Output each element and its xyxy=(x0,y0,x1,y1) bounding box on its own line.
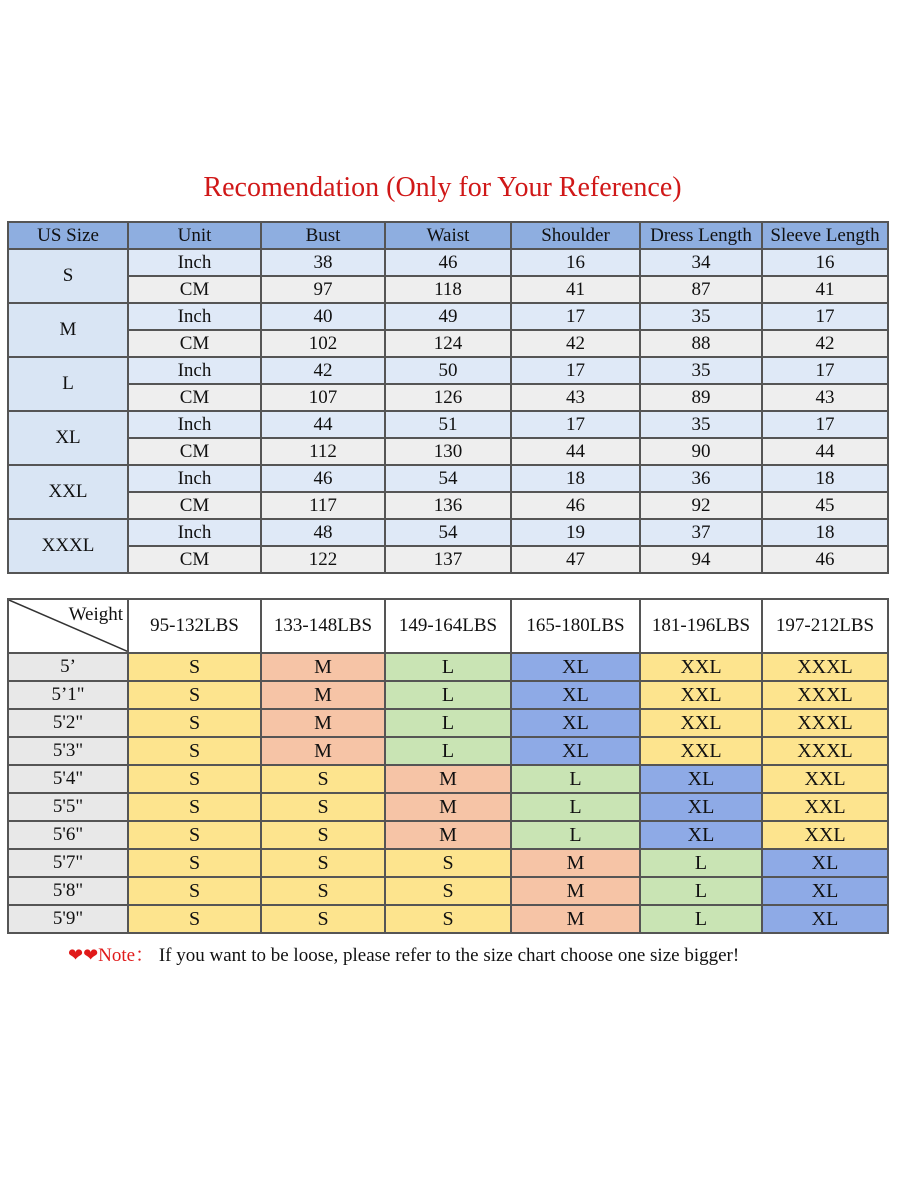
recommended-size-cell: S xyxy=(128,905,261,933)
unit-label: CM xyxy=(128,492,261,519)
measurement-cell: 107 xyxy=(261,384,385,411)
height-label: 5'7" xyxy=(8,849,128,877)
measurement-cell: 35 xyxy=(640,411,762,438)
unit-label: Inch xyxy=(128,303,261,330)
size-chart-row xyxy=(8,519,888,546)
size-chart-row xyxy=(8,276,888,303)
measurement-cell: 124 xyxy=(385,330,511,357)
height-label: 5’ xyxy=(8,653,128,681)
size-chart-row xyxy=(8,492,888,519)
unit-label: Inch xyxy=(128,465,261,492)
recommendation-row xyxy=(8,821,888,849)
measurement-cell: 45 xyxy=(762,492,888,519)
recommendation-row xyxy=(8,849,888,877)
recommendation-row xyxy=(8,905,888,933)
measurement-cell: 89 xyxy=(640,384,762,411)
weight-range-header: 95-132LBS xyxy=(128,599,261,653)
size-label: L xyxy=(8,357,128,411)
recommended-size-cell: L xyxy=(640,877,762,905)
recommended-size-cell: S xyxy=(128,849,261,877)
measurement-cell: 18 xyxy=(511,465,640,492)
recommended-size-cell: S xyxy=(128,653,261,681)
size-chart-row xyxy=(8,438,888,465)
size-recommendation-table xyxy=(7,598,889,934)
sizing-note xyxy=(68,941,888,970)
measurement-cell: 112 xyxy=(261,438,385,465)
recommended-size-cell: S xyxy=(261,793,385,821)
size-chart-row xyxy=(8,411,888,438)
size-chart-header: Dress Length xyxy=(640,222,762,249)
recommended-size-cell: XL xyxy=(511,653,640,681)
recommendation-row xyxy=(8,737,888,765)
measurement-cell: 48 xyxy=(261,519,385,546)
recommended-size-cell: S xyxy=(128,765,261,793)
measurement-cell: 18 xyxy=(762,465,888,492)
weight-range-header: 149-164LBS xyxy=(385,599,511,653)
recommended-size-cell: S xyxy=(128,737,261,765)
recommendation-row xyxy=(8,709,888,737)
recommended-size-cell: M xyxy=(385,765,511,793)
measurement-cell: 51 xyxy=(385,411,511,438)
recommended-size-cell: S xyxy=(261,849,385,877)
measurement-cell: 17 xyxy=(762,411,888,438)
measurement-cell: 118 xyxy=(385,276,511,303)
recommended-size-cell: XXL xyxy=(762,793,888,821)
size-chart-header: Bust xyxy=(261,222,385,249)
size-chart-row xyxy=(8,303,888,330)
size-chart-header: Sleeve Length xyxy=(762,222,888,249)
size-chart-row xyxy=(8,330,888,357)
unit-label: CM xyxy=(128,384,261,411)
recommended-size-cell: XL xyxy=(762,849,888,877)
recommended-size-cell: L xyxy=(511,765,640,793)
size-chart-row xyxy=(8,384,888,411)
measurement-cell: 44 xyxy=(261,411,385,438)
measurement-cell: 19 xyxy=(511,519,640,546)
measurement-cell: 42 xyxy=(511,330,640,357)
recommended-size-cell: S xyxy=(385,849,511,877)
unit-label: Inch xyxy=(128,249,261,276)
measurement-cell: 36 xyxy=(640,465,762,492)
size-label: M xyxy=(8,303,128,357)
weight-axis-label: Weight xyxy=(68,604,123,625)
recommendation-row xyxy=(8,793,888,821)
weight-range-header: 133-148LBS xyxy=(261,599,385,653)
recommended-size-cell: S xyxy=(385,877,511,905)
size-label: XXXL xyxy=(8,519,128,573)
recommended-size-cell: S xyxy=(261,821,385,849)
unit-label: Inch xyxy=(128,519,261,546)
recommended-size-cell: L xyxy=(640,905,762,933)
height-label: 5'5" xyxy=(8,793,128,821)
recommended-size-cell: XL xyxy=(762,877,888,905)
unit-label: CM xyxy=(128,438,261,465)
measurement-cell: 18 xyxy=(762,519,888,546)
recommended-size-cell: S xyxy=(261,905,385,933)
measurement-cell: 35 xyxy=(640,357,762,384)
measurement-cell: 44 xyxy=(762,438,888,465)
recommended-size-cell: M xyxy=(511,849,640,877)
measurement-cell: 38 xyxy=(261,249,385,276)
measurement-cell: 94 xyxy=(640,546,762,573)
note-label: Note： xyxy=(98,945,155,966)
measurement-cell: 16 xyxy=(762,249,888,276)
size-label: XL xyxy=(8,411,128,465)
measurement-cell: 130 xyxy=(385,438,511,465)
recommended-size-cell: M xyxy=(385,793,511,821)
recommended-size-cell: XXL xyxy=(762,765,888,793)
recommended-size-cell: XXXL xyxy=(762,709,888,737)
recommended-size-cell: XXL xyxy=(640,709,762,737)
weight-range-header: 197-212LBS xyxy=(762,599,888,653)
size-chart-header: Waist xyxy=(385,222,511,249)
unit-label: Inch xyxy=(128,357,261,384)
size-chart-row xyxy=(8,465,888,492)
height-label: 5'6" xyxy=(8,821,128,849)
recommended-size-cell: XXL xyxy=(640,653,762,681)
size-chart-row xyxy=(8,546,888,573)
recommended-size-cell: XL xyxy=(640,821,762,849)
measurement-cell: 17 xyxy=(511,357,640,384)
height-label: 5'8" xyxy=(8,877,128,905)
measurement-cell: 17 xyxy=(511,411,640,438)
measurement-cell: 97 xyxy=(261,276,385,303)
measurement-cell: 41 xyxy=(511,276,640,303)
recommended-size-cell: L xyxy=(511,793,640,821)
measurement-cell: 41 xyxy=(762,276,888,303)
size-chart-row xyxy=(8,357,888,384)
weight-range-header: 181-196LBS xyxy=(640,599,762,653)
recommended-size-cell: XL xyxy=(511,709,640,737)
measurement-cell: 43 xyxy=(762,384,888,411)
recommended-size-cell: L xyxy=(385,709,511,737)
measurement-cell: 87 xyxy=(640,276,762,303)
height-label: 5'9" xyxy=(8,905,128,933)
weight-height-corner xyxy=(8,599,128,653)
height-label: 5'4" xyxy=(8,765,128,793)
recommendation-row xyxy=(8,765,888,793)
measurement-cell: 37 xyxy=(640,519,762,546)
measurement-cell: 35 xyxy=(640,303,762,330)
recommendation-row xyxy=(8,877,888,905)
recommended-size-cell: S xyxy=(128,821,261,849)
measurement-cell: 50 xyxy=(385,357,511,384)
measurement-cell: 46 xyxy=(385,249,511,276)
measurement-cell: 92 xyxy=(640,492,762,519)
unit-label: CM xyxy=(128,546,261,573)
unit-label: CM xyxy=(128,276,261,303)
heart-icon: ❤❤ xyxy=(68,945,99,965)
measurement-cell: 49 xyxy=(385,303,511,330)
measurement-cell: 42 xyxy=(261,357,385,384)
chart-title: Recomendation (Only for Your Reference) xyxy=(203,172,682,203)
height-label: 5’1" xyxy=(8,681,128,709)
measurement-cell: 17 xyxy=(762,303,888,330)
size-chart-header: Shoulder xyxy=(511,222,640,249)
recommended-size-cell: L xyxy=(640,849,762,877)
recommended-size-cell: S xyxy=(128,709,261,737)
recommended-size-cell: S xyxy=(128,681,261,709)
measurement-cell: 90 xyxy=(640,438,762,465)
recommended-size-cell: S xyxy=(385,905,511,933)
recommended-size-cell: XL xyxy=(762,905,888,933)
measurement-cell: 17 xyxy=(511,303,640,330)
measurement-cell: 16 xyxy=(511,249,640,276)
note-text: If you want to be loose, please refer to the size chart choose one size bigger! xyxy=(154,945,740,966)
recommendation-row xyxy=(8,653,888,681)
measurement-cell: 102 xyxy=(261,330,385,357)
recommended-size-cell: M xyxy=(261,653,385,681)
measurement-cell: 17 xyxy=(762,357,888,384)
recommended-size-cell: XXXL xyxy=(762,681,888,709)
measurement-cell: 44 xyxy=(511,438,640,465)
recommended-size-cell: S xyxy=(128,793,261,821)
recommended-size-cell: XXL xyxy=(762,821,888,849)
recommended-size-cell: M xyxy=(261,681,385,709)
measurement-cell: 42 xyxy=(762,330,888,357)
size-chart-table xyxy=(7,221,889,574)
recommended-size-cell: S xyxy=(261,765,385,793)
unit-label: Inch xyxy=(128,411,261,438)
measurement-cell: 54 xyxy=(385,519,511,546)
recommended-size-cell: XXL xyxy=(640,737,762,765)
recommended-size-cell: L xyxy=(385,737,511,765)
size-label: XXL xyxy=(8,465,128,519)
weight-range-header: 165-180LBS xyxy=(511,599,640,653)
recommended-size-cell: XL xyxy=(511,737,640,765)
recommended-size-cell: M xyxy=(511,905,640,933)
recommended-size-cell: XXXL xyxy=(762,653,888,681)
measurement-cell: 136 xyxy=(385,492,511,519)
height-label: 5'3" xyxy=(8,737,128,765)
measurement-cell: 137 xyxy=(385,546,511,573)
height-label: 5'2" xyxy=(8,709,128,737)
recommended-size-cell: L xyxy=(385,681,511,709)
measurement-cell: 126 xyxy=(385,384,511,411)
measurement-cell: 47 xyxy=(511,546,640,573)
size-label: S xyxy=(8,249,128,303)
recommended-size-cell: XL xyxy=(640,765,762,793)
recommended-size-cell: XXXL xyxy=(762,737,888,765)
recommended-size-cell: M xyxy=(511,877,640,905)
recommended-size-cell: L xyxy=(511,821,640,849)
measurement-cell: 88 xyxy=(640,330,762,357)
recommendation-row xyxy=(8,681,888,709)
recommended-size-cell: S xyxy=(261,877,385,905)
recommended-size-cell: XXL xyxy=(640,681,762,709)
measurement-cell: 122 xyxy=(261,546,385,573)
measurement-cell: 34 xyxy=(640,249,762,276)
unit-label: CM xyxy=(128,330,261,357)
measurement-cell: 46 xyxy=(762,546,888,573)
measurement-cell: 54 xyxy=(385,465,511,492)
size-chart-header: US Size xyxy=(8,222,128,249)
recommended-size-cell: XL xyxy=(511,681,640,709)
recommended-size-cell: M xyxy=(261,709,385,737)
measurement-cell: 46 xyxy=(511,492,640,519)
measurement-cell: 117 xyxy=(261,492,385,519)
recommended-size-cell: M xyxy=(261,737,385,765)
size-chart-header: Unit xyxy=(128,222,261,249)
recommended-size-cell: M xyxy=(385,821,511,849)
recommended-size-cell: XL xyxy=(640,793,762,821)
recommended-size-cell: L xyxy=(385,653,511,681)
recommended-size-cell: S xyxy=(128,877,261,905)
measurement-cell: 40 xyxy=(261,303,385,330)
measurement-cell: 46 xyxy=(261,465,385,492)
measurement-cell: 43 xyxy=(511,384,640,411)
size-chart-row xyxy=(8,249,888,276)
